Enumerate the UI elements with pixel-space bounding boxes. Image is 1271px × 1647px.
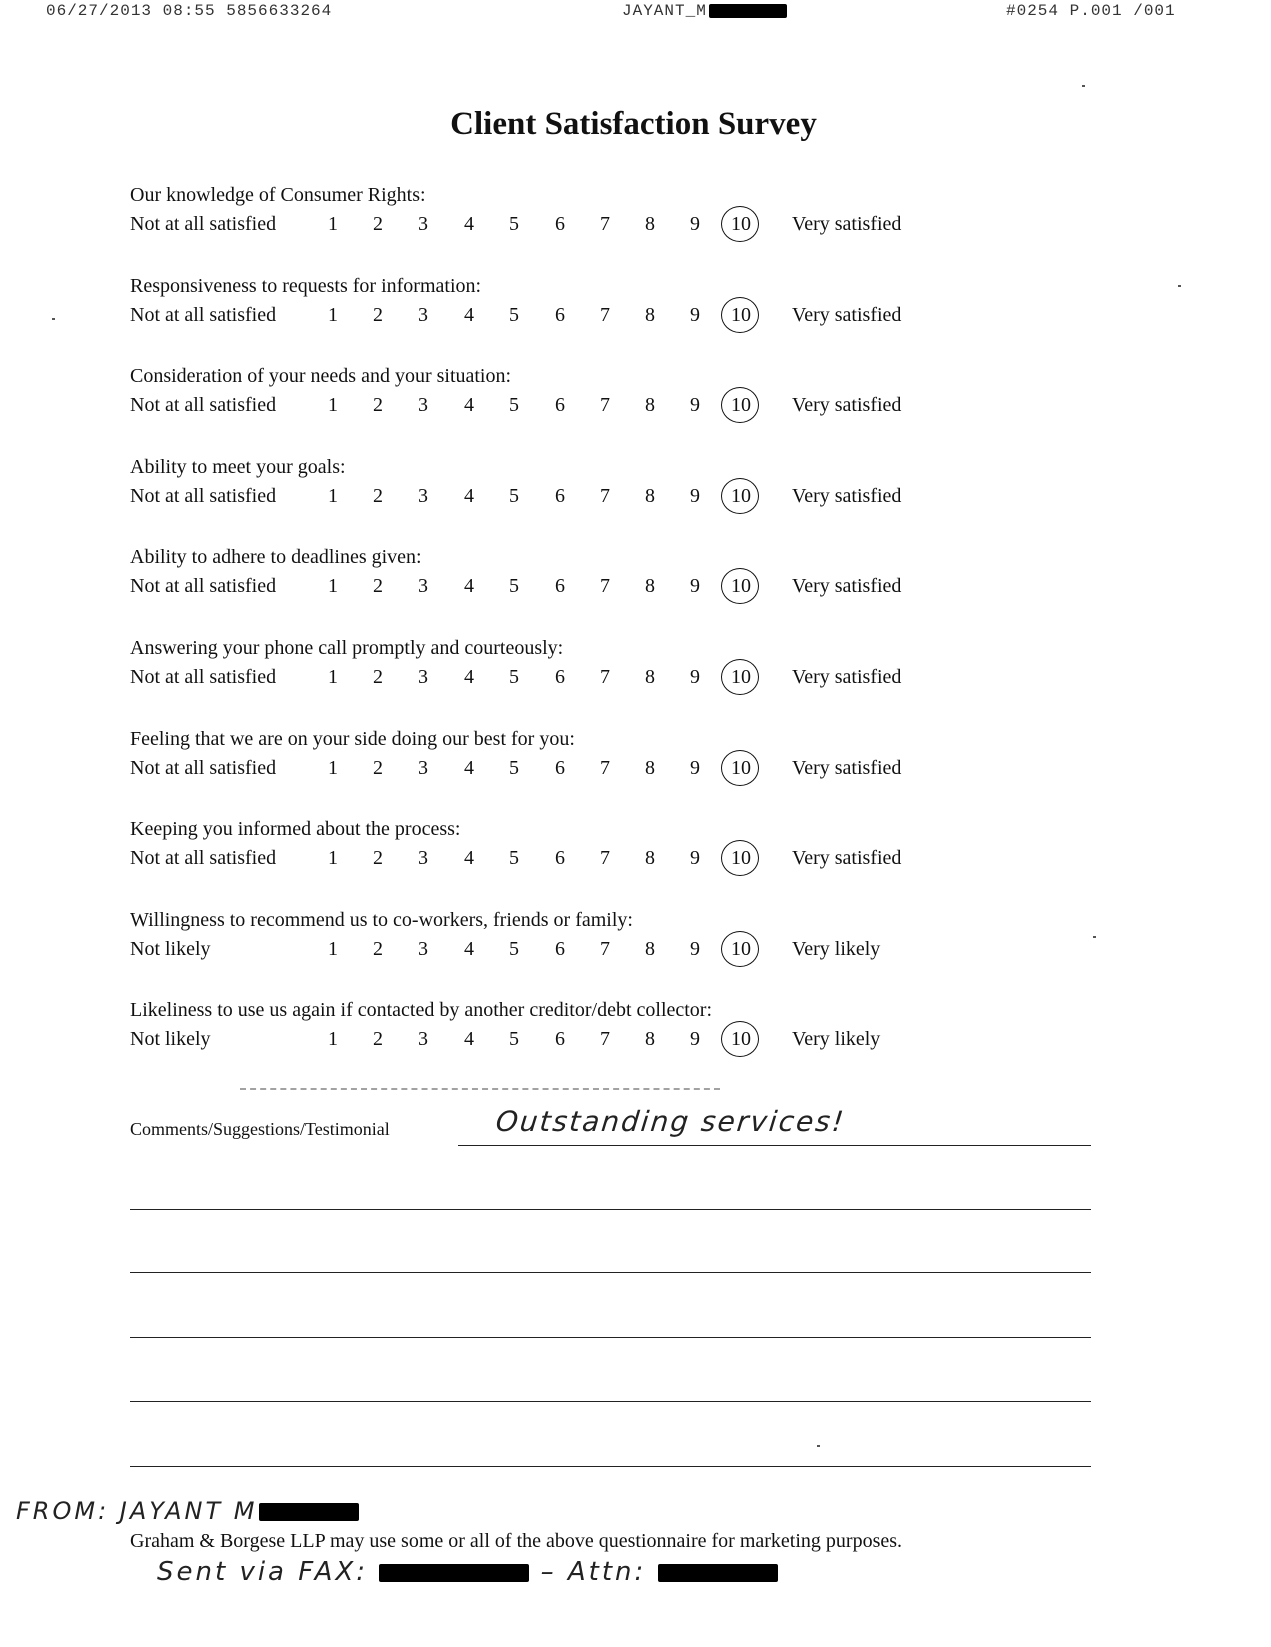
divider (240, 1088, 720, 1092)
comment-line (130, 1337, 1091, 1338)
handwritten-from-note (16, 1497, 359, 1525)
rating-option[interactable]: 8 (645, 847, 655, 869)
redaction-mark (709, 4, 787, 18)
rating-option[interactable]: 9 (690, 485, 700, 507)
rating-option[interactable]: 8 (645, 213, 655, 235)
rating-option[interactable]: 2 (373, 394, 383, 416)
question-text: Responsiveness to requests for information: (130, 275, 482, 297)
rating-option[interactable]: 5 (509, 757, 519, 779)
rating-option[interactable]: 5 (509, 575, 519, 597)
rating-scale (130, 575, 1030, 605)
rating-option[interactable]: 6 (555, 213, 565, 235)
rating-option[interactable]: 6 (555, 1028, 565, 1050)
rating-option[interactable]: 9 (690, 575, 700, 597)
rating-option[interactable]: 8 (645, 1028, 655, 1050)
scan-speck (817, 1445, 820, 1447)
comment-line (130, 1466, 1091, 1467)
scale-high-label: Very satisfied (792, 666, 902, 688)
rating-option-selected[interactable]: 10 (726, 575, 756, 598)
footer-note: Graham & Borgese LLP may use some or all of the above questionnaire for marketing purposes. (130, 1530, 903, 1552)
rating-option-selected[interactable]: 10 (726, 757, 756, 780)
rating-option[interactable]: 2 (373, 938, 383, 960)
scale-high-label: Very likely (792, 938, 881, 960)
scale-low-label: Not at all satisfied (130, 575, 277, 597)
rating-option[interactable]: 3 (418, 213, 428, 235)
rating-option[interactable]: 1 (328, 757, 338, 779)
rating-option[interactable]: 8 (645, 394, 655, 416)
rating-option[interactable]: 2 (373, 757, 383, 779)
rating-option[interactable]: 5 (509, 394, 519, 416)
rating-scale (130, 847, 1030, 877)
rating-option[interactable]: 1 (328, 938, 338, 960)
scale-high-label: Very satisfied (792, 304, 902, 326)
rating-option[interactable]: 7 (600, 575, 610, 597)
rating-option[interactable]: 9 (690, 213, 700, 235)
scale-low-label: Not at all satisfied (130, 213, 277, 235)
fax-page-number: #0254 P.001 /001 (1006, 2, 1176, 20)
question-text: Ability to meet your goals: (130, 456, 346, 478)
rating-option[interactable]: 7 (600, 757, 610, 779)
rating-option-selected[interactable]: 10 (726, 847, 756, 870)
rating-option[interactable]: 1 (328, 304, 338, 326)
rating-option[interactable]: 6 (555, 938, 565, 960)
rating-option[interactable]: 4 (464, 304, 474, 326)
fax-note-attn: – Attn: (540, 1557, 647, 1587)
survey-question (130, 546, 1030, 616)
rating-option[interactable]: 6 (555, 847, 565, 869)
fax-header (0, 2, 1271, 24)
rating-option[interactable]: 8 (645, 575, 655, 597)
scan-speck (52, 318, 55, 320)
rating-option[interactable]: 9 (690, 757, 700, 779)
rating-scale (130, 485, 1030, 515)
question-text: Likeliness to use us again if contacted by another creditor/debt collector: (130, 999, 713, 1021)
scale-low-label: Not at all satisfied (130, 666, 277, 688)
rating-option[interactable]: 3 (418, 938, 428, 960)
rating-option[interactable]: 5 (509, 485, 519, 507)
question-text: Keeping you informed about the process: (130, 818, 461, 840)
rating-option[interactable]: 3 (418, 485, 428, 507)
rating-scale (130, 1028, 1030, 1058)
survey-question (130, 728, 1030, 798)
rating-option[interactable]: 7 (600, 304, 610, 326)
rating-option[interactable]: 7 (600, 1028, 610, 1050)
rating-option[interactable]: 8 (645, 757, 655, 779)
rating-option[interactable]: 4 (464, 938, 474, 960)
rating-option-selected[interactable]: 10 (726, 213, 756, 236)
scale-high-label: Very satisfied (792, 757, 902, 779)
rating-option[interactable]: 5 (509, 666, 519, 688)
scale-low-label: Not at all satisfied (130, 394, 277, 416)
rating-option[interactable]: 8 (645, 304, 655, 326)
rating-option[interactable]: 4 (464, 1028, 474, 1050)
fax-datetime: 06/27/2013 08:55 5856633264 (46, 2, 333, 20)
rating-option[interactable]: 3 (418, 394, 428, 416)
rating-option[interactable]: 2 (373, 304, 383, 326)
scale-high-label: Very satisfied (792, 213, 902, 235)
scale-high-label: Very satisfied (792, 394, 902, 416)
rating-option[interactable]: 4 (464, 757, 474, 779)
rating-option-selected[interactable]: 10 (726, 394, 756, 417)
rating-scale (130, 304, 1030, 334)
rating-option[interactable]: 9 (690, 1028, 700, 1050)
rating-option[interactable]: 9 (690, 666, 700, 688)
scale-high-label: Very satisfied (792, 847, 902, 869)
rating-option[interactable]: 3 (418, 575, 428, 597)
scan-speck (1178, 285, 1181, 287)
scan-speck (1082, 85, 1085, 87)
rating-option[interactable]: 1 (328, 1028, 338, 1050)
question-text: Our knowledge of Consumer Rights: (130, 184, 426, 206)
scale-low-label: Not at all satisfied (130, 304, 277, 326)
rating-option[interactable]: 9 (690, 304, 700, 326)
question-text: Ability to adhere to deadlines given: (130, 546, 422, 568)
redaction-mark (259, 1503, 359, 1521)
rating-option[interactable]: 3 (418, 847, 428, 869)
rating-option[interactable]: 4 (464, 666, 474, 688)
rating-option[interactable]: 5 (509, 213, 519, 235)
fax-note-prefix: Sent via FAX: (157, 1557, 369, 1587)
rating-option[interactable]: 6 (555, 575, 565, 597)
survey-question (130, 365, 1030, 435)
scale-low-label: Not at all satisfied (130, 485, 277, 507)
fax-sender (622, 2, 787, 20)
rating-option[interactable]: 3 (418, 1028, 428, 1050)
survey-question (130, 184, 1030, 254)
question-text: Feeling that we are on your side doing our best for you: (130, 728, 575, 750)
rating-option-selected[interactable]: 10 (726, 666, 756, 689)
rating-option[interactable]: 4 (464, 847, 474, 869)
rating-option[interactable]: 6 (555, 485, 565, 507)
rating-option[interactable]: 5 (509, 304, 519, 326)
comment-line (458, 1145, 1091, 1146)
rating-option[interactable]: 6 (555, 394, 565, 416)
rating-option[interactable]: 3 (418, 757, 428, 779)
survey-question (130, 456, 1030, 526)
rating-option[interactable]: 2 (373, 485, 383, 507)
rating-option[interactable]: 2 (373, 575, 383, 597)
scale-low-label: Not at all satisfied (130, 847, 277, 869)
rating-option[interactable]: 3 (418, 304, 428, 326)
rating-option[interactable]: 2 (373, 666, 383, 688)
redaction-mark (658, 1564, 778, 1582)
rating-option[interactable]: 1 (328, 213, 338, 235)
rating-scale (130, 394, 1030, 424)
rating-option[interactable]: 9 (690, 847, 700, 869)
scale-high-label: Very satisfied (792, 485, 902, 507)
rating-option[interactable]: 4 (464, 575, 474, 597)
rating-option[interactable]: 5 (509, 847, 519, 869)
survey-question (130, 818, 1030, 888)
comments-label: Comments/Suggestions/Testimonial (130, 1119, 390, 1139)
survey-question (130, 275, 1030, 345)
rating-option[interactable]: 1 (328, 485, 338, 507)
rating-option[interactable]: 2 (373, 1028, 383, 1050)
scale-low-label: Not likely (130, 1028, 211, 1050)
scale-high-label: Very likely (792, 1028, 881, 1050)
page-title: Client Satisfaction Survey (450, 106, 817, 142)
rating-option[interactable]: 6 (555, 666, 565, 688)
rating-option[interactable]: 7 (600, 485, 610, 507)
rating-option[interactable]: 2 (373, 847, 383, 869)
comment-line (130, 1272, 1091, 1273)
rating-option[interactable]: 5 (509, 938, 519, 960)
rating-option[interactable]: 8 (645, 485, 655, 507)
rating-option[interactable]: 7 (600, 394, 610, 416)
rating-option[interactable]: 7 (600, 847, 610, 869)
rating-option[interactable]: 7 (600, 666, 610, 688)
comment-line (130, 1401, 1091, 1402)
rating-option[interactable]: 7 (600, 938, 610, 960)
rating-scale (130, 938, 1030, 968)
comment-line (130, 1209, 1091, 1210)
rating-scale (130, 666, 1030, 696)
rating-option[interactable]: 8 (645, 938, 655, 960)
redaction-mark (379, 1564, 529, 1582)
rating-option-selected[interactable]: 10 (726, 938, 756, 961)
question-text: Consideration of your needs and your situation: (130, 365, 512, 387)
scan-speck (1093, 936, 1096, 938)
comment-answer: Outstanding services! (494, 1105, 848, 1138)
scale-high-label: Very satisfied (792, 575, 902, 597)
rating-scale (130, 213, 1030, 243)
rating-option[interactable]: 9 (690, 938, 700, 960)
scale-low-label: Not at all satisfied (130, 757, 277, 779)
rating-option[interactable]: 4 (464, 213, 474, 235)
rating-option-selected[interactable]: 10 (726, 1028, 756, 1051)
survey-question (130, 999, 1030, 1069)
from-note-text: FROM: JAYANT M (16, 1497, 258, 1525)
rating-option[interactable]: 1 (328, 847, 338, 869)
rating-option-selected[interactable]: 10 (726, 485, 756, 508)
survey-question (130, 909, 1030, 979)
rating-option[interactable]: 7 (600, 213, 610, 235)
fax-sender-name: JAYANT_M (622, 2, 707, 20)
survey-question (130, 637, 1030, 707)
handwritten-fax-note (157, 1557, 778, 1587)
rating-option[interactable]: 3 (418, 666, 428, 688)
rating-option[interactable]: 2 (373, 213, 383, 235)
rating-option[interactable]: 6 (555, 304, 565, 326)
rating-option[interactable]: 4 (464, 485, 474, 507)
rating-option[interactable]: 1 (328, 575, 338, 597)
rating-option[interactable]: 4 (464, 394, 474, 416)
rating-option-selected[interactable]: 10 (726, 304, 756, 327)
rating-option[interactable]: 5 (509, 1028, 519, 1050)
rating-option[interactable]: 8 (645, 666, 655, 688)
rating-scale (130, 757, 1030, 787)
rating-option[interactable]: 1 (328, 394, 338, 416)
question-text: Willingness to recommend us to co-workers, friends or family: (130, 909, 633, 931)
rating-option[interactable]: 9 (690, 394, 700, 416)
rating-option[interactable]: 1 (328, 666, 338, 688)
rating-option[interactable]: 6 (555, 757, 565, 779)
scale-low-label: Not likely (130, 938, 211, 960)
question-text: Answering your phone call promptly and courteously: (130, 637, 564, 659)
